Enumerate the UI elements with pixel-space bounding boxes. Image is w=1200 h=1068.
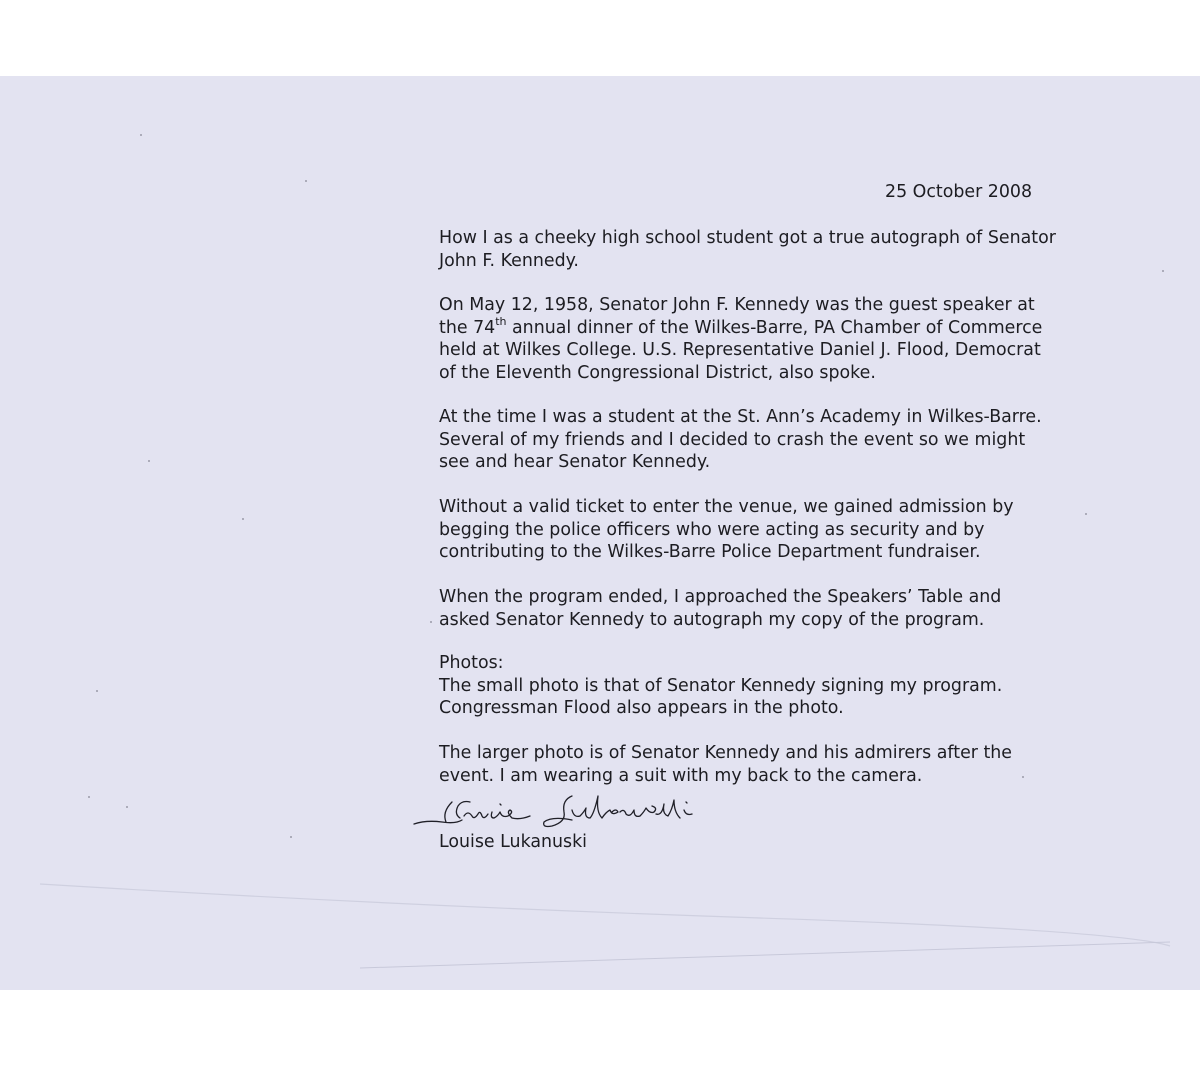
paper-speck: [126, 806, 128, 808]
text-line: Congressman Flood also appears in the photo.: [439, 698, 844, 718]
text-line: of the Eleventh Congressional District, also spoke.: [439, 362, 876, 383]
text-line: Without a valid ticket to enter the venue, we gained admission by: [439, 497, 1014, 517]
paragraph-larger-photo: [439, 742, 1012, 787]
text-line: contributing to the Wilkes-Barre Police Department fundraiser.: [439, 542, 981, 562]
paragraph-autograph: [439, 586, 1001, 631]
text-line: John F. Kennedy.: [439, 250, 579, 271]
text-line: [439, 314, 1043, 340]
signer-name: Louise Lukanuski: [439, 832, 587, 852]
letter-date: 25 October 2008: [885, 182, 1033, 202]
paper-speck: [242, 518, 244, 520]
text-line: How I as a cheeky high school student got a true autograph of Senator: [439, 228, 1056, 248]
paragraph-admission: [439, 496, 1014, 564]
text-line: see and hear Senator Kennedy.: [439, 452, 711, 472]
paragraph-photos: [439, 652, 1002, 720]
paper-speck: [1085, 513, 1087, 515]
paper-speck: [140, 134, 142, 136]
text-line: Several of my friends and I decided to crash the event so we might: [439, 429, 1026, 450]
paragraph-academy: [439, 406, 1042, 474]
paper-speck: [148, 460, 150, 462]
text-fragment: annual dinner of the Wilkes-Barre, PA Chamber of Commerce: [506, 317, 1043, 338]
paper-speck: [96, 690, 98, 692]
text-fragment: the 74: [439, 317, 496, 338]
text-line: begging the police officers who were acting as security and by: [439, 519, 985, 540]
text-line: When the program ended, I approached the Speakers’ Table and: [439, 587, 1002, 607]
paper-speck: [305, 180, 307, 182]
paper-speck: [430, 621, 432, 623]
text-line: The larger photo is of Senator Kennedy and his admirers after the: [439, 743, 1012, 763]
paper-speck: [1022, 776, 1024, 778]
ordinal-suffix: th: [495, 314, 507, 328]
paper-speck: [290, 836, 292, 838]
text-line: At the time I was a student at the St. Ann’s Academy in Wilkes-Barre.: [439, 407, 1042, 427]
text-line: held at Wilkes College. U.S. Representative Daniel J. Flood, Democrat: [439, 340, 1041, 360]
paper-speck: [1162, 270, 1164, 272]
text-line: Photos:: [439, 653, 504, 673]
paper-speck: [88, 796, 90, 798]
letter-title: [439, 227, 1056, 272]
letter-sheet: [0, 76, 1200, 990]
text-line: On May 12, 1958, Senator John F. Kennedy was the guest speaker at: [439, 295, 1035, 315]
text-line: event. I am wearing a suit with my back to the camera.: [439, 765, 923, 786]
text-line: The small photo is that of Senator Kennedy signing my program.: [439, 675, 1003, 696]
text-line: asked Senator Kennedy to autograph my copy of the program.: [439, 609, 985, 630]
paragraph-event: [439, 294, 1042, 384]
